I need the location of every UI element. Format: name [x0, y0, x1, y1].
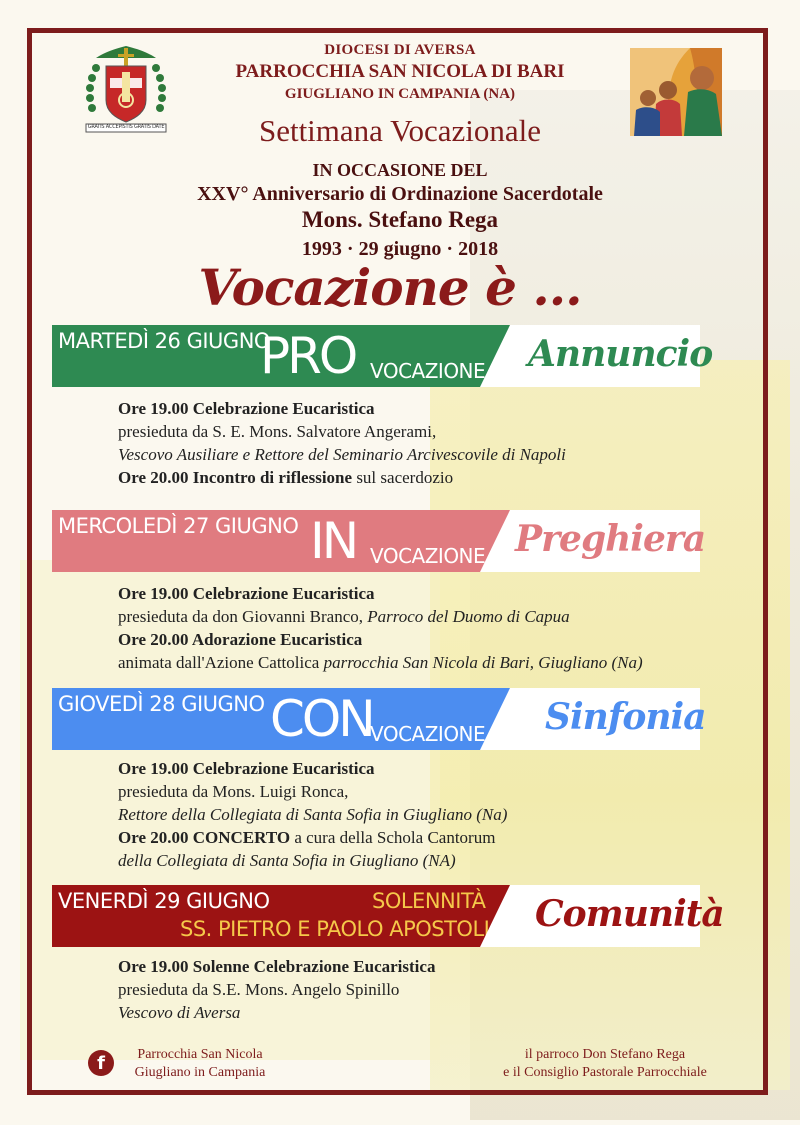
program-line: Ore 19.00 Celebrazione Eucaristica [118, 584, 375, 603]
parish-name: PARROCCHIA SAN NICOLA DI BARI [235, 61, 565, 82]
program-line: della Collegiata di Santa Sofia in Giugliano (NA) [118, 851, 456, 870]
footer-signature-line: e il Consiglio Pastorale Parrocchiale [503, 1065, 707, 1080]
program-line: Ore 20.00 CONCERTO [118, 828, 291, 847]
town-name: GIUGLIANO IN CAMPANIA (NA) [284, 86, 516, 102]
footer-parish [120, 1046, 280, 1082]
program-line: Ore 20.00 Adorazione Eucaristica [118, 630, 363, 649]
day-band-3 [52, 688, 502, 750]
theme-1: Annuncio [528, 333, 713, 375]
footer-parish-line: Parrocchia San Nicola [137, 1047, 263, 1062]
day-4-date: VENERDÌ 29 GIUGNO [58, 889, 270, 913]
day-4-feast: SS. PIETRO E PAOLO APOSTOLI [180, 917, 490, 941]
day-band-1 [52, 325, 502, 387]
day-1-suffix: VOCAZIONE [370, 359, 486, 383]
day-1-prefix: PRO [260, 327, 356, 385]
program-line: presieduta da S. E. Mons. Salvatore Angerami, [118, 422, 437, 441]
program-line: presieduta da S.E. Mons. Angelo Spinillo [118, 980, 400, 999]
day-2-program [118, 582, 643, 674]
day-1-program [118, 397, 566, 489]
theme-4: Comunità [535, 893, 724, 935]
program-line: a cura della Schola Cantorum [290, 828, 496, 847]
facebook-icon[interactable]: f [88, 1050, 114, 1076]
program-line: Rettore della Collegiata di Santa Sofia in Giugliano (Na) [118, 805, 508, 824]
program-line: Vescovo di Aversa [118, 1003, 241, 1022]
program-line: sul sacerdozio [352, 468, 454, 487]
program-line: animata dall'Azione Cattolica [118, 653, 324, 672]
day-band-4 [52, 885, 502, 947]
theme-2: Preghiera [515, 518, 706, 560]
honoree-name: Mons. Stefano Rega [301, 207, 499, 232]
day-band-2 [52, 510, 502, 572]
anniversary-dates: 1993 · 29 giugno · 2018 [301, 238, 499, 260]
day-3-prefix: CON [270, 690, 373, 748]
footer-parish-line: Giugliano in Campania [134, 1065, 266, 1080]
day-2-date: MERCOLEDÌ 27 GIUGNO [58, 514, 299, 538]
program-line: Ore 20.00 Incontro di riflessione [118, 468, 353, 487]
occasion-label: IN OCCASIONE DEL [312, 160, 488, 180]
program-line: presieduta da Mons. Luigi Ronca, [118, 782, 349, 801]
theme-3: Sinfonia [545, 696, 706, 738]
program-line: Parroco del Duomo di Capua [367, 607, 570, 626]
day-1-date: MARTEDÌ 26 GIUGNO [58, 329, 270, 353]
day-4-solemnity: SOLENNITÀ [372, 889, 486, 913]
day-3-date: GIOVEDÌ 28 GIUGNO [58, 692, 265, 716]
day-3-program [118, 757, 507, 872]
footer-signature [480, 1046, 730, 1082]
program-line: Ore 19.00 Celebrazione Eucaristica [118, 759, 375, 778]
program-line: Vescovo Ausiliare e Rettore del Seminario Arcivescovile di Napoli [118, 445, 566, 464]
anniversary-title: XXV° Anniversario di Ordinazione Sacerdotale [197, 183, 603, 205]
day-3-suffix: VOCAZIONE [370, 722, 486, 746]
program-line: presieduta da don Giovanni Branco, [118, 607, 368, 626]
event-title: Settimana Vocazionale [258, 113, 542, 148]
program-line: Ore 19.00 Celebrazione Eucaristica [118, 399, 375, 418]
slogan: Vocazione è ... [198, 258, 582, 317]
day-2-suffix: VOCAZIONE [370, 544, 486, 568]
footer-signature-line: il parroco Don Stefano Rega [524, 1047, 686, 1062]
program-line: Ore 19.00 Solenne Celebrazione Eucaristica [118, 957, 436, 976]
diocese-name: DIOCESI DI AVERSA [324, 42, 476, 58]
day-2-prefix: IN [310, 512, 357, 570]
program-line: parrocchia San Nicola di Bari, Giugliano (Na) [323, 653, 643, 672]
coat-of-arms-motto: GRATIS ACCEPISTIS GRATIS DATE [87, 124, 165, 130]
day-4-program [118, 955, 435, 1024]
